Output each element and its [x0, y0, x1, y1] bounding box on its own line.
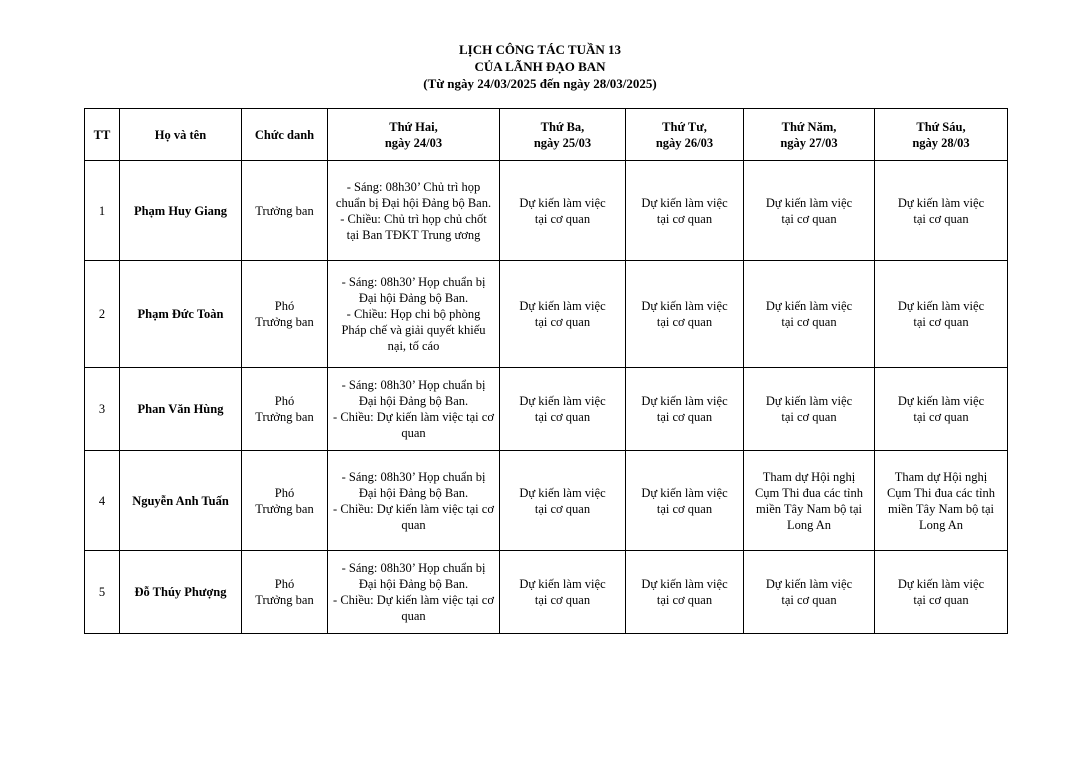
- col-header-tuesday: [500, 109, 626, 161]
- col-header-thursday-date: ngày 27/03: [780, 135, 838, 150]
- monday-afternoon: - Chiều: Dự kiến làm việc tại cơ quan: [333, 501, 494, 532]
- wednesday-line: tại cơ quan: [656, 315, 713, 329]
- wednesday-line: tại cơ quan: [656, 410, 713, 424]
- cell-title: [242, 451, 328, 551]
- monday-morning: - Sáng: 08h30’ Họp chuẩn bị Đại hội Đảng bộ Ban.: [341, 378, 486, 408]
- cell-wednesday: [626, 451, 744, 551]
- friday-line: Cụm Thi đua các tỉnh: [886, 485, 996, 500]
- cell-title: [242, 161, 328, 261]
- thursday-line: Long An: [786, 517, 832, 532]
- document-subtitle: CỦA LÃNH ĐẠO BAN: [474, 59, 606, 74]
- friday-line: Long An: [918, 517, 964, 532]
- friday-line: miền Tây Nam bộ tại: [888, 501, 994, 516]
- cell-tuesday: [500, 551, 626, 634]
- cell-name: Phạm Đức Toàn: [120, 261, 242, 368]
- cell-thursday: [744, 551, 875, 634]
- cell-tuesday: [500, 261, 626, 368]
- tuesday-line: Dự kiến làm việc: [519, 299, 606, 313]
- col-header-monday-date: ngày 24/03: [384, 135, 443, 150]
- wednesday-line: tại cơ quan: [656, 593, 713, 607]
- thursday-line: Dự kiến làm việc: [765, 577, 853, 591]
- tuesday-line: tại cơ quan: [534, 410, 591, 424]
- col-header-wednesday: [626, 109, 744, 161]
- cell-wednesday: [626, 161, 744, 261]
- col-header-tt: TT: [85, 109, 120, 161]
- cell-monday: [328, 551, 500, 634]
- monday-morning: - Sáng: 08h30’ Họp chuẩn bị Đại hội Đảng bộ Ban.: [341, 469, 486, 500]
- table-row: [85, 368, 1008, 451]
- date-range: (Từ ngày 24/03/2025 đến ngày 28/03/2025): [423, 76, 657, 91]
- friday-line: Dự kiến làm việc: [897, 577, 985, 591]
- cell-title: [242, 261, 328, 368]
- cell-tuesday: [500, 161, 626, 261]
- thursday-line: Cụm Thi đua các tỉnh: [754, 485, 864, 500]
- cell-friday: [875, 368, 1008, 451]
- document-title: LỊCH CÔNG TÁC TUẦN 13: [458, 42, 622, 57]
- wednesday-line: Dự kiến làm việc: [641, 195, 728, 210]
- tuesday-line: tại cơ quan: [534, 593, 591, 607]
- thursday-line: miền Tây Nam bộ tại: [756, 501, 862, 516]
- cell-tuesday: [500, 451, 626, 551]
- table-row: [85, 551, 1008, 634]
- wednesday-line: tại cơ quan: [656, 501, 713, 516]
- cell-name: Phan Văn Hùng: [120, 368, 242, 451]
- monday-morning: - Sáng: 08h30’ Chủ trì họp chuẩn bị Đại hội Đảng bộ Ban.: [335, 179, 492, 210]
- cell-friday: [875, 161, 1008, 261]
- cell-name: Nguyễn Anh Tuấn: [120, 451, 242, 551]
- cell-friday: [875, 451, 1008, 551]
- cell-tt: 3: [85, 368, 120, 451]
- thursday-line: Dự kiến làm việc: [765, 394, 853, 408]
- cell-tt: 2: [85, 261, 120, 368]
- title-line: Trưởng ban: [255, 315, 314, 329]
- table-row: [85, 261, 1008, 368]
- monday-morning: - Sáng: 08h30’ Họp chuẩn bị Đại hội Đảng bộ Ban.: [341, 275, 486, 305]
- cell-thursday: [744, 161, 875, 261]
- cell-thursday: [744, 261, 875, 368]
- tuesday-line: tại cơ quan: [534, 211, 591, 226]
- thursday-line: tại cơ quan: [781, 315, 837, 329]
- title-line: Phó: [274, 577, 295, 591]
- col-header-thursday: [744, 109, 875, 161]
- col-header-tuesday-date: ngày 25/03: [533, 135, 592, 150]
- friday-line: Dự kiến làm việc: [897, 195, 985, 210]
- col-header-monday-day: Thứ Hai,: [389, 119, 438, 134]
- thursday-line: Tham dự Hội nghị: [762, 469, 856, 484]
- cell-friday: [875, 261, 1008, 368]
- cell-title: [242, 551, 328, 634]
- title-line: Trưởng ban: [255, 410, 314, 424]
- col-header-wednesday-date: ngày 26/03: [655, 135, 714, 150]
- monday-morning: - Sáng: 08h30’ Họp chuẩn bị Đại hội Đảng bộ Ban.: [341, 561, 486, 591]
- col-header-thursday-day: Thứ Năm,: [781, 119, 837, 134]
- cell-tt: 1: [85, 161, 120, 261]
- table-row: [85, 161, 1008, 261]
- friday-line: Tham dự Hội nghị: [894, 469, 988, 484]
- monday-afternoon: - Chiều: Họp chi bộ phòng Pháp chế và giải quyết khiếu nại, tố cáo: [341, 307, 486, 353]
- table-header-row: [85, 109, 1008, 161]
- thursday-line: tại cơ quan: [781, 593, 837, 607]
- wednesday-line: Dự kiến làm việc: [641, 485, 728, 500]
- col-header-friday-date: ngày 28/03: [912, 135, 970, 150]
- document-header: [0, 41, 1080, 92]
- monday-afternoon: - Chiều: Dự kiến làm việc tại cơ quan: [333, 593, 494, 623]
- wednesday-line: Dự kiến làm việc: [641, 577, 728, 591]
- col-header-friday: [875, 109, 1008, 161]
- friday-line: Dự kiến làm việc: [897, 394, 985, 408]
- cell-wednesday: [626, 368, 744, 451]
- col-header-monday: [328, 109, 500, 161]
- title-line: Trưởng ban: [255, 501, 314, 516]
- col-header-friday-day: Thứ Sáu,: [916, 119, 966, 134]
- wednesday-line: Dự kiến làm việc: [641, 299, 728, 313]
- cell-wednesday: [626, 261, 744, 368]
- tuesday-line: Dự kiến làm việc: [519, 195, 606, 210]
- title-line: Phó: [274, 299, 295, 313]
- thursday-line: Dự kiến làm việc: [765, 195, 853, 210]
- cell-thursday: [744, 451, 875, 551]
- table-row: [85, 451, 1008, 551]
- title-line: Trưởng ban: [255, 593, 314, 607]
- col-header-name: Họ và tên: [120, 109, 242, 161]
- cell-friday: [875, 551, 1008, 634]
- title-line: Phó: [274, 485, 295, 500]
- tuesday-line: Dự kiến làm việc: [519, 577, 606, 591]
- cell-tt: 4: [85, 451, 120, 551]
- wednesday-line: Dự kiến làm việc: [641, 394, 728, 408]
- cell-tt: 5: [85, 551, 120, 634]
- col-header-title: Chức danh: [242, 109, 328, 161]
- cell-tuesday: [500, 368, 626, 451]
- friday-line: Dự kiến làm việc: [897, 299, 985, 313]
- tuesday-line: tại cơ quan: [534, 315, 591, 329]
- tuesday-line: Dự kiến làm việc: [519, 394, 606, 408]
- tuesday-line: Dự kiến làm việc: [519, 485, 606, 500]
- thursday-line: tại cơ quan: [781, 410, 837, 424]
- friday-line: tại cơ quan: [913, 211, 969, 226]
- col-header-wednesday-day: Thứ Tư,: [662, 119, 707, 134]
- monday-afternoon: - Chiều: Chủ trì họp chủ chốt tại Ban TĐKT Trung ương: [340, 211, 487, 242]
- cell-wednesday: [626, 551, 744, 634]
- friday-line: tại cơ quan: [913, 315, 969, 329]
- cell-title: [242, 368, 328, 451]
- cell-monday: [328, 368, 500, 451]
- wednesday-line: tại cơ quan: [656, 211, 713, 226]
- col-header-tuesday-day: Thứ Ba,: [540, 119, 585, 134]
- title-line: Trưởng ban: [255, 203, 314, 218]
- friday-line: tại cơ quan: [913, 410, 969, 424]
- cell-monday: [328, 261, 500, 368]
- thursday-line: tại cơ quan: [781, 211, 837, 226]
- title-line: Phó: [274, 394, 295, 408]
- cell-monday: [328, 161, 500, 261]
- cell-thursday: [744, 368, 875, 451]
- monday-afternoon: - Chiều: Dự kiến làm việc tại cơ quan: [333, 410, 494, 440]
- schedule-table: [84, 108, 1008, 634]
- tuesday-line: tại cơ quan: [534, 501, 591, 516]
- cell-monday: [328, 451, 500, 551]
- cell-name: Đỗ Thúy Phượng: [120, 551, 242, 634]
- thursday-line: Dự kiến làm việc: [765, 299, 853, 313]
- cell-name: Phạm Huy Giang: [120, 161, 242, 261]
- friday-line: tại cơ quan: [913, 593, 969, 607]
